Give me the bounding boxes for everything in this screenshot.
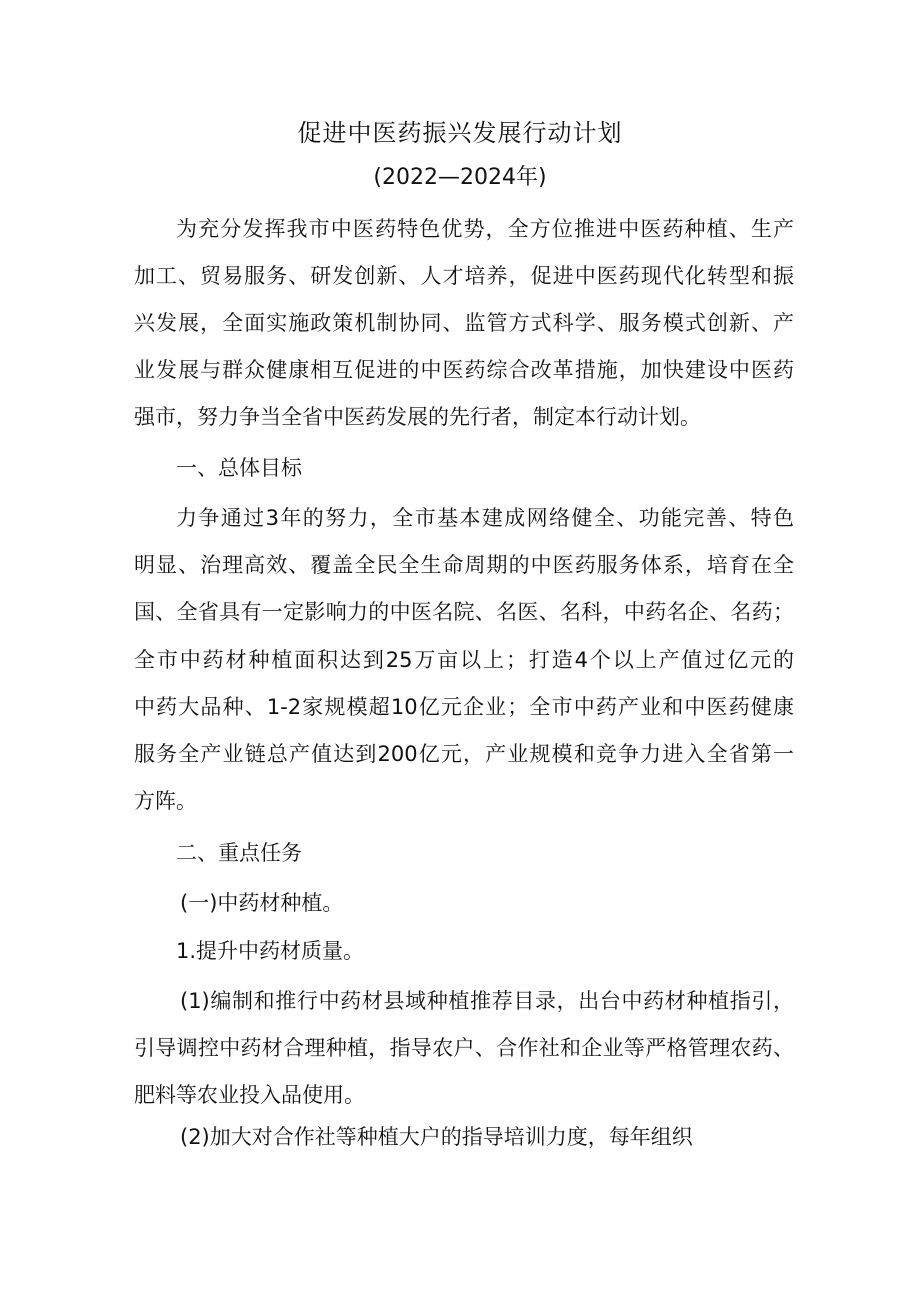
section-1-line-4: 全市中药材种植面积达到25万亩以上；打造4个以上产值过亿元的 [134,648,794,672]
item-1-1-line-2: 引导调控中药材合理种植，指导农户、合作社和企业等严格管理农药、 [134,1036,794,1060]
intro-line-5: 强市，努力争当全省中医药发展的先行者，制定本行动计划。 [134,405,701,429]
item-1-1-line-1: (1)编制和推行中药材县域种植推荐目录，出台中药材种植指引， [180,989,794,1013]
intro-line-3: 兴发展，全面实施政策机制协同、监管方式科学、服务模式创新、产 [134,311,794,335]
document-subtitle: (2022—2024年) [373,165,547,190]
intro-line-4: 业发展与群众健康相互促进的中医药综合改革措施，加快建设中医药 [134,358,794,382]
item-1-heading: 1.提升中药材质量。 [176,939,365,963]
section-1-heading: 一、总体目标 [176,456,302,480]
item-1-2-line-1: (2)加大对合作社等种植大户的指导培训力度，每年组织 [180,1125,693,1149]
section-2-heading: 二、重点任务 [176,841,302,865]
intro-line-1: 为充分发挥我市中医药特色优势，全方位推进中医药种植、生产 [176,217,794,241]
section-1-line-7: 方阵。 [134,789,197,813]
intro-line-2: 加工、贸易服务、研发创新、人才培养，促进中医药现代化转型和振 [134,264,794,288]
section-1-line-3: 国、全省具有一定影响力的中医名院、名医、名科，中药名企、名药； [134,600,794,624]
document-title: 促进中医药振兴发展行动计划 [297,119,623,147]
section-1-line-5: 中药大品种、1-2家规模超10亿元企业；全市中药产业和中医药健康 [134,695,794,719]
section-1-line-6: 服务全产业链总产值达到200亿元，产业规模和竞争力进入全省第一 [134,742,794,766]
section-1-line-1: 力争通过3年的努力，全市基本建成网络健全、功能完善、特色 [176,506,794,530]
section-1-line-2: 明显、治理高效、覆盖全民全生命周期的中医药服务体系，培育在全 [134,553,794,577]
item-1-1-line-3: 肥料等农业投入品使用。 [134,1083,365,1107]
subsection-1-heading: (一)中药材种植。 [180,891,344,915]
